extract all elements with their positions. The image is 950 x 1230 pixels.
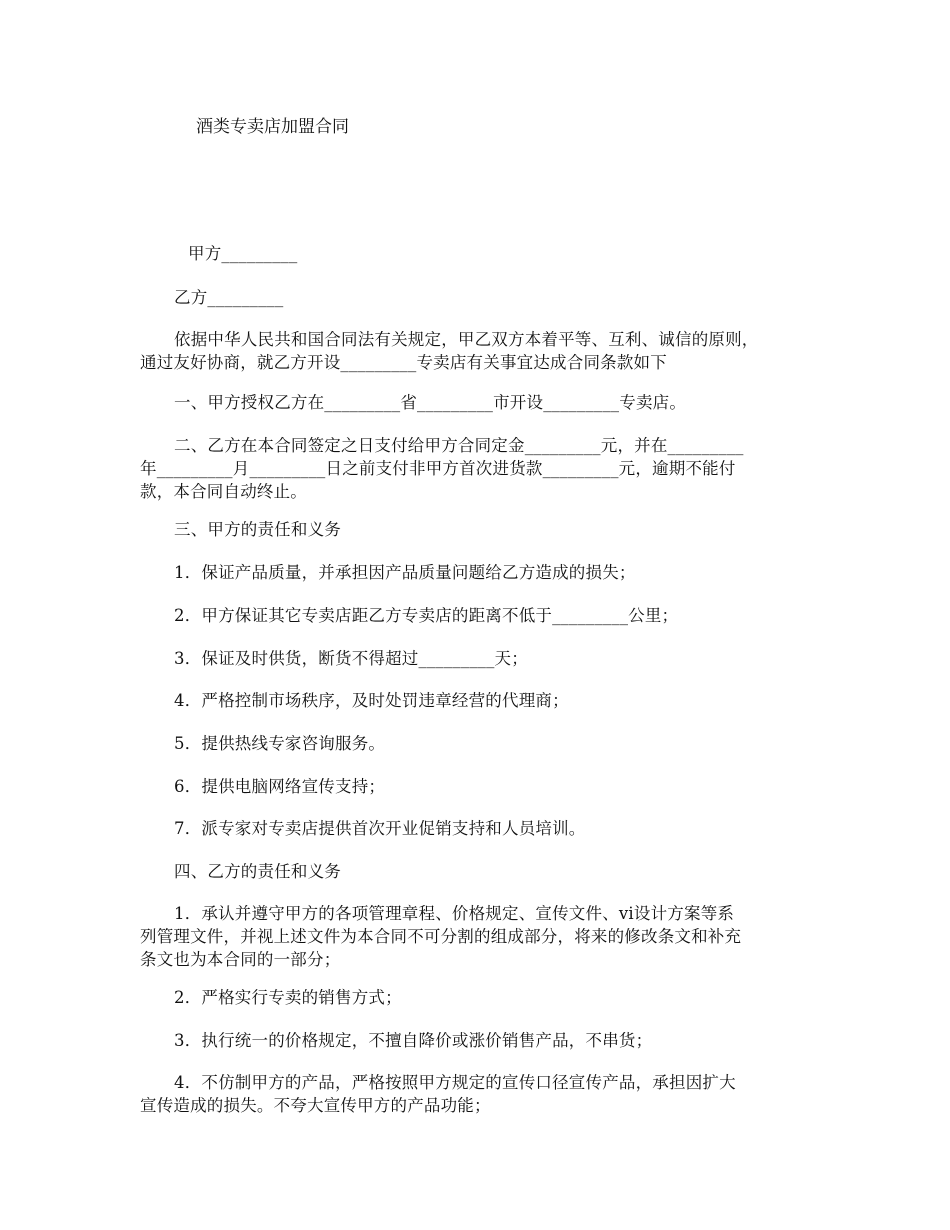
clause-4-item-4-line-2: 宣传造成的损失。不夸大宣传甲方的产品功能； bbox=[140, 1096, 491, 1115]
party-a-line: 甲方_________ bbox=[188, 244, 298, 263]
preamble-line-1: 依据中华人民共和国合同法有关规定，甲乙双方本着平等、互利、诚信的原则， bbox=[174, 330, 759, 349]
clause-3-heading: 三、甲方的责任和义务 bbox=[174, 520, 341, 539]
clause-4-item-3: 3．执行统一的价格规定，不擅自降价或涨价销售产品，不串货； bbox=[174, 1031, 653, 1050]
document-title: 酒类专卖店加盟合同 bbox=[196, 117, 349, 137]
clause-2-line-1: 二、乙方在本合同签定之日支付给甲方合同定金_________元，并在_________ bbox=[174, 436, 744, 455]
clause-1: 一、甲方授权乙方在_________省_________市开设_________专卖店。 bbox=[174, 393, 687, 412]
party-b-line: 乙方_________ bbox=[174, 288, 284, 307]
clause-4-item-1-line-2: 列管理文件，并视上述文件为本合同不可分割的组成部分，将来的修改条文和补充 bbox=[140, 927, 742, 946]
clause-4-item-4-line-1: 4．不仿制甲方的产品，严格按照甲方规定的宣传口径宣传产品，承担因扩大 bbox=[174, 1073, 736, 1092]
clause-4-item-4-paragraph bbox=[140, 1071, 830, 1117]
clause-4-heading: 四、乙方的责任和义务 bbox=[174, 862, 341, 881]
clause-2-line-3: 款，本合同自动终止。 bbox=[140, 482, 307, 501]
clause-2-line-2: 年_________月_________日之前支付非甲方首次进货款_________元，逾期不能付 bbox=[140, 459, 736, 478]
clause-4-item-1-line-1: 1．承认并遵守甲方的各项管理章程、价格规定、宣传文件、vi设计方案等系 bbox=[174, 904, 735, 923]
clause-3-item-4: 4．严格控制市场秩序，及时处罚违章经营的代理商； bbox=[174, 691, 569, 710]
clause-3-item-6: 6．提供电脑网络宣传支持； bbox=[174, 777, 386, 796]
clause-2-paragraph bbox=[140, 434, 830, 503]
preamble-line-2: 通过友好协商，就乙方开设_________专卖店有关事宜达成合同条款如下 bbox=[140, 353, 667, 372]
clause-3-item-2: 2．甲方保证其它专卖店距乙方专卖店的距离不低于_________公里； bbox=[174, 606, 679, 625]
clause-4-item-1-paragraph bbox=[140, 902, 830, 971]
clause-3-item-3: 3．保证及时供货，断货不得超过_________天； bbox=[174, 649, 528, 668]
clause-4-item-2: 2．严格实行专卖的销售方式； bbox=[174, 988, 402, 1007]
clause-3-item-7: 7．派专家对专卖店提供首次开业促销支持和人员培训。 bbox=[174, 819, 586, 838]
clause-3-item-1: 1．保证产品质量，并承担因产品质量问题给乙方造成的损失； bbox=[174, 563, 636, 582]
clause-4-item-1-line-3: 条文也为本合同的一部分； bbox=[140, 950, 341, 969]
preamble-paragraph bbox=[140, 328, 830, 374]
clause-3-item-5: 5．提供热线专家咨询服务。 bbox=[174, 734, 386, 753]
